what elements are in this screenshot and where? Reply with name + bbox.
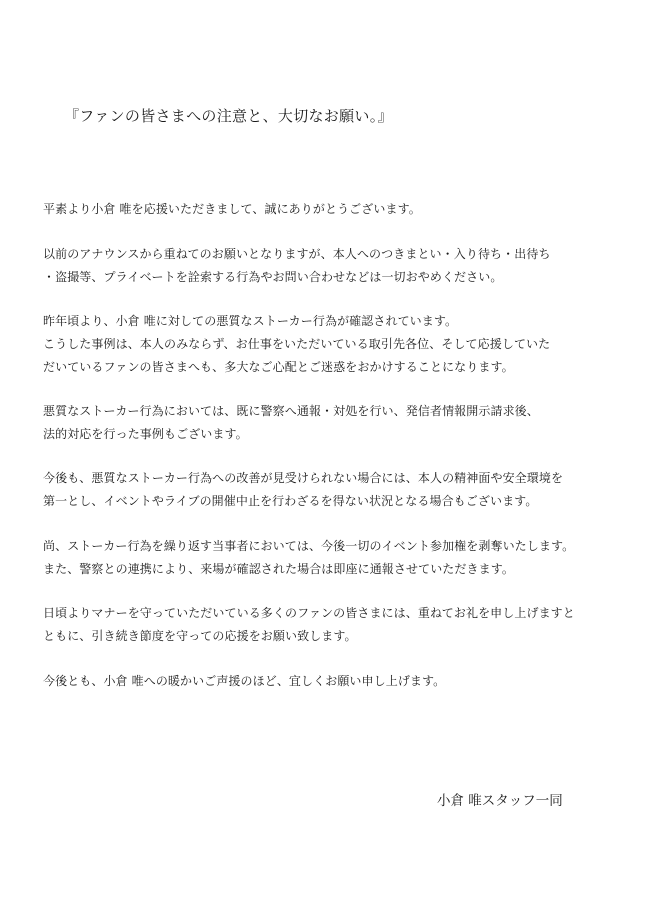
text-line: ・盗撮等、プライベートを詮索する行為やお問い合わせなどは一切おやめください。 — [43, 270, 503, 284]
text-line: また、警察との連携により、来場が確認された場合は即座に通報させていただきます。 — [43, 562, 514, 576]
text-line: 今後とも、小倉 唯への暖かいご声援のほど、宜しくお願い申し上げます。 — [43, 674, 446, 688]
paragraph-event-cancellation — [43, 467, 563, 513]
paragraph-thanks — [43, 602, 575, 648]
text-line: 平素より小倉 唯を応援いただきまして、誠にありがとうございます。 — [43, 202, 421, 216]
paragraph-greeting — [43, 198, 421, 221]
paragraph-stalker-confirmed — [43, 310, 550, 379]
text-line: 昨年頃より、小倉 唯に対しての悪質なストーカー行為が確認されています。 — [43, 314, 458, 328]
document-signature: 小倉 唯スタッフ一同 — [437, 793, 563, 809]
text-line: だいているファンの皆さまへも、多大なご心配とご迷惑をおかけすることになります。 — [43, 360, 514, 374]
text-line: ともに、引き続き節度を守っての応援をお願い致します。 — [43, 629, 357, 643]
text-line: 尚、ストーカー行為を繰り返す当事者においては、今後一切のイベント参加権を剥奪いたします。 — [43, 539, 575, 553]
text-line: 今後も、悪質なストーカー行為への改善が見受けられない場合には、本人の精神面や安全環境を — [43, 471, 564, 485]
paragraph-participation-ban — [43, 535, 574, 581]
text-line: 第一とし、イベントやライブの開催中止を行わざるを得ない状況となる場合もございます。 — [43, 494, 538, 508]
paragraph-request — [43, 243, 551, 289]
text-line: こうした事例は、本人のみならず、お仕事をいただいている取引先各位、そして応援していた — [43, 337, 551, 351]
text-line: 法的対応を行った事例もございます。 — [43, 427, 248, 441]
text-line: 日頃よりマナーを守っていただいている多くのファンの皆さまには、重ねてお礼を申し上げますと — [43, 606, 575, 620]
text-line: 悪質なストーカー行為においては、既に警察へ通報・対処を行い、発信者情報開示請求後、 — [43, 404, 539, 418]
paragraph-police-action — [43, 400, 539, 446]
paragraph-closing — [43, 670, 445, 693]
text-line: 以前のアナウンスから重ねてのお願いとなりますが、本人へのつきまとい・入り待ち・出待ち — [43, 247, 551, 261]
document-title: 『ファンの皆さまへの注意と、大切なお願い。』 — [64, 107, 393, 125]
